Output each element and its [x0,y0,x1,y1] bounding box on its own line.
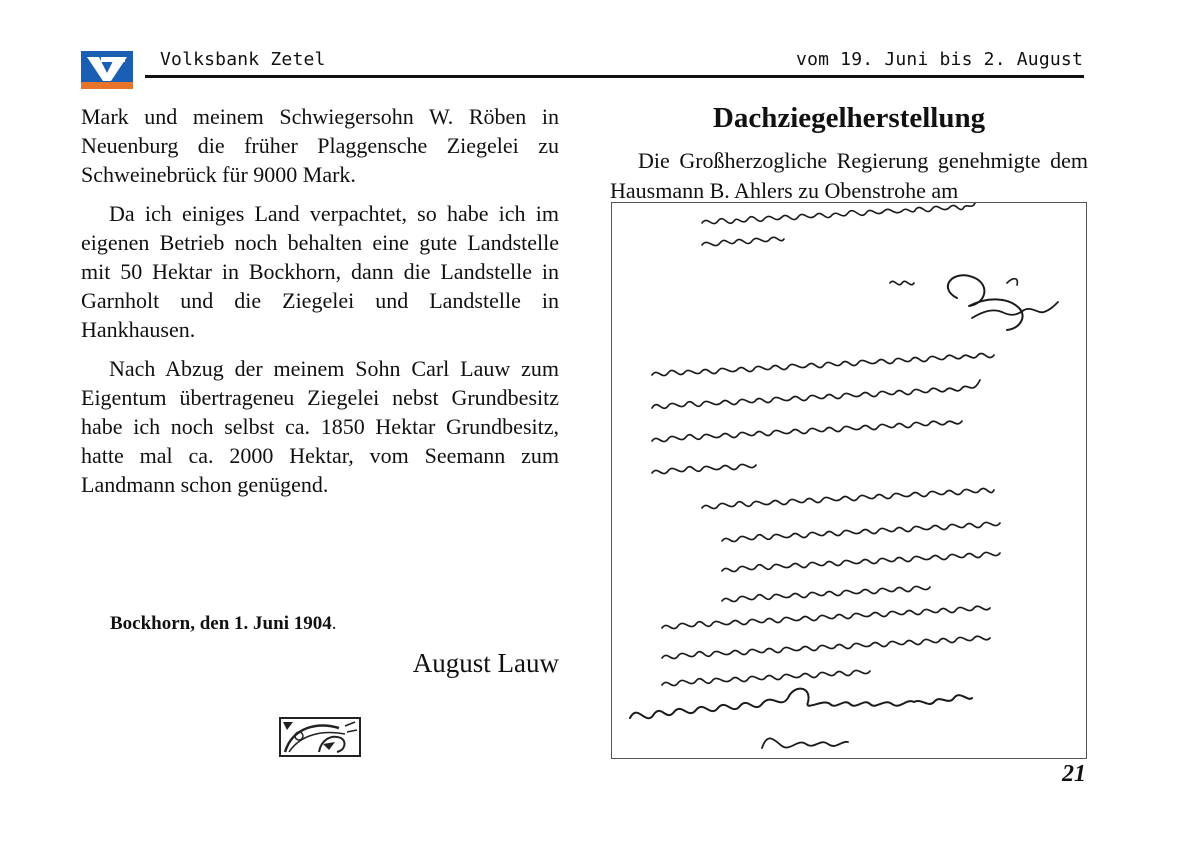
left-column [81,102,559,509]
paragraph-2: Da ich einiges Land verpachtet, so habe ich im eigenen Betrieb noch behalten eine gute Landstelle mit 50 Hektar in Bockhorn, dann die Landstelle in Garnholt und die Ziegelei und Landstelle in Hankhausen. [81,200,559,343]
handwritten-document-image [611,202,1087,759]
ornament-stamp-icon [279,716,361,758]
header-rule [145,75,1084,78]
place-date-period: . [331,613,337,634]
volksbank-logo [81,51,133,89]
signature-name: August Lauw [412,648,559,678]
paragraph-1: Mark und meinem Schwiegersohn W. Röben in Neuenburg die früher Plaggensche Ziegelei zu Schweinebrück für 9000 Mark. [81,104,559,188]
place-date-text: Bockhorn, den 1. Juni 1904 [110,613,332,634]
page-number: 21 [1062,761,1086,787]
header-title: Volksbank Zetel [160,49,326,70]
place-date [110,613,336,635]
header-date-range: vom 19. Juni bis 2. August [796,49,1083,70]
paragraph-3: Nach Abzug der meinem Sohn Carl Lauw zum Eigentum übertrageneu Ziegelei nebst Grundbesitz habe ich noch selbst ca. 1850 Hektar Grundbesitz, hatte mal ca. 2000 Hektar, vom Seemann zum Landmann schon genügend. [81,355,559,498]
article-paragraph: Die Großherzogliche Regierung genehmigte dem Hausmann B. Ahlers zu Obenstrohe am [610,148,1088,203]
article-text [610,146,1088,205]
article-title: Dachziegelherstellung [712,102,986,134]
